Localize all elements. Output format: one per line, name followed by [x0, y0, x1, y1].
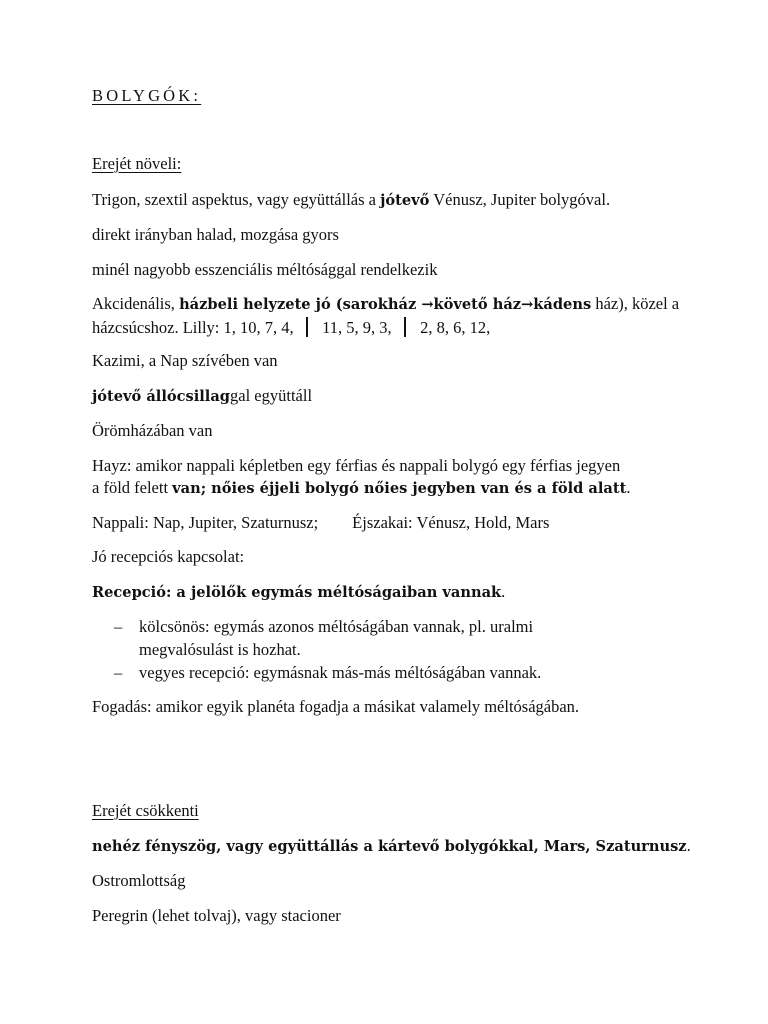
bullet-item-mixed: vegyes recepció: egymásnak más-más méltóságában vannak. [139, 663, 542, 682]
paragraph-malefic [92, 836, 691, 857]
bold-text: van; nőies éjjeli bolygó nőies jegyben van és a föld alatt [172, 480, 627, 497]
text: Vénusz, Jupiter bolygóval. [429, 190, 611, 209]
text: a föld felett [92, 478, 173, 497]
paragraph-direct: direkt irányban halad, mozgása gyors [92, 225, 339, 244]
paragraph-lilly-houses [92, 317, 490, 338]
text: Trigon, szextil aspektus, vagy együttállás a [92, 190, 381, 209]
text: . [501, 582, 506, 601]
bold-text: Recepció: a jelölők egymás méltóságaiban vannak [92, 584, 502, 601]
bold-text: nehéz fényszög, vagy együttállás a kártevő bolygókkal, Mars, Szaturnusz [92, 838, 687, 855]
bullet-dash: – [114, 663, 123, 682]
section-heading-decrease: Erejét csökkenti [92, 801, 199, 820]
paragraph-reception [92, 582, 505, 603]
page-title: BOLYGÓK: [92, 86, 202, 105]
bold-text: házbeli helyzete jó (sarokház →követő ház→kádens [179, 296, 592, 313]
paragraph-reception-heading: Jó recepciós kapcsolat: [92, 547, 245, 566]
paragraph-day-night-planets [92, 513, 549, 533]
text: 2, 8, 6, 12, [420, 318, 491, 337]
paragraph-besiegement: Ostromlottság [92, 871, 186, 890]
text: gal együttáll [230, 386, 313, 405]
paragraph-accidental [92, 294, 679, 315]
paragraph-joy-house: Örömházában van [92, 421, 213, 440]
text: Nappali: Nap, Jupiter, Szaturnusz; [92, 513, 319, 532]
paragraph-fixed-star [92, 386, 312, 407]
text: Éjszakai: Vénusz, Hold, Mars [352, 513, 550, 532]
vertical-bar-divider [306, 317, 309, 337]
text: . [686, 836, 691, 855]
vertical-bar-divider [404, 317, 407, 337]
text: ház), közel a [591, 294, 680, 313]
text: . [626, 478, 631, 497]
text: 11, 5, 9, 3, [322, 318, 392, 337]
paragraph-hayz-cont [92, 478, 631, 499]
text: házcsúcshoz. Lilly: 1, 10, 7, 4, [92, 318, 294, 337]
paragraph-trigon [92, 190, 610, 211]
bold-text: jótevő állócsillag [92, 388, 231, 405]
bullet-item-mutual-cont: megvalósulást is hozhat. [139, 640, 301, 659]
paragraph-fogadas: Fogadás: amikor egyik planéta fogadja a másikat valamely méltóságában. [92, 697, 580, 716]
paragraph-kazimi: Kazimi, a Nap szívében van [92, 351, 278, 370]
paragraph-essential-dignity: minél nagyobb esszenciális méltósággal rendelkezik [92, 260, 438, 279]
text: Akcidenális, [92, 294, 180, 313]
bold-text: jótevő [380, 192, 430, 209]
paragraph-peregrine: Peregrin (lehet tolvaj), vagy stacioner [92, 906, 341, 925]
bullet-dash: – [114, 617, 123, 636]
bullet-item-mutual: kölcsönös: egymás azonos méltóságában vannak, pl. uralmi [139, 617, 534, 636]
section-heading-increase: Erejét növeli: [92, 154, 182, 173]
paragraph-hayz: Hayz: amikor nappali képletben egy férfias és nappali bolygó egy férfias jegyen [92, 456, 621, 475]
